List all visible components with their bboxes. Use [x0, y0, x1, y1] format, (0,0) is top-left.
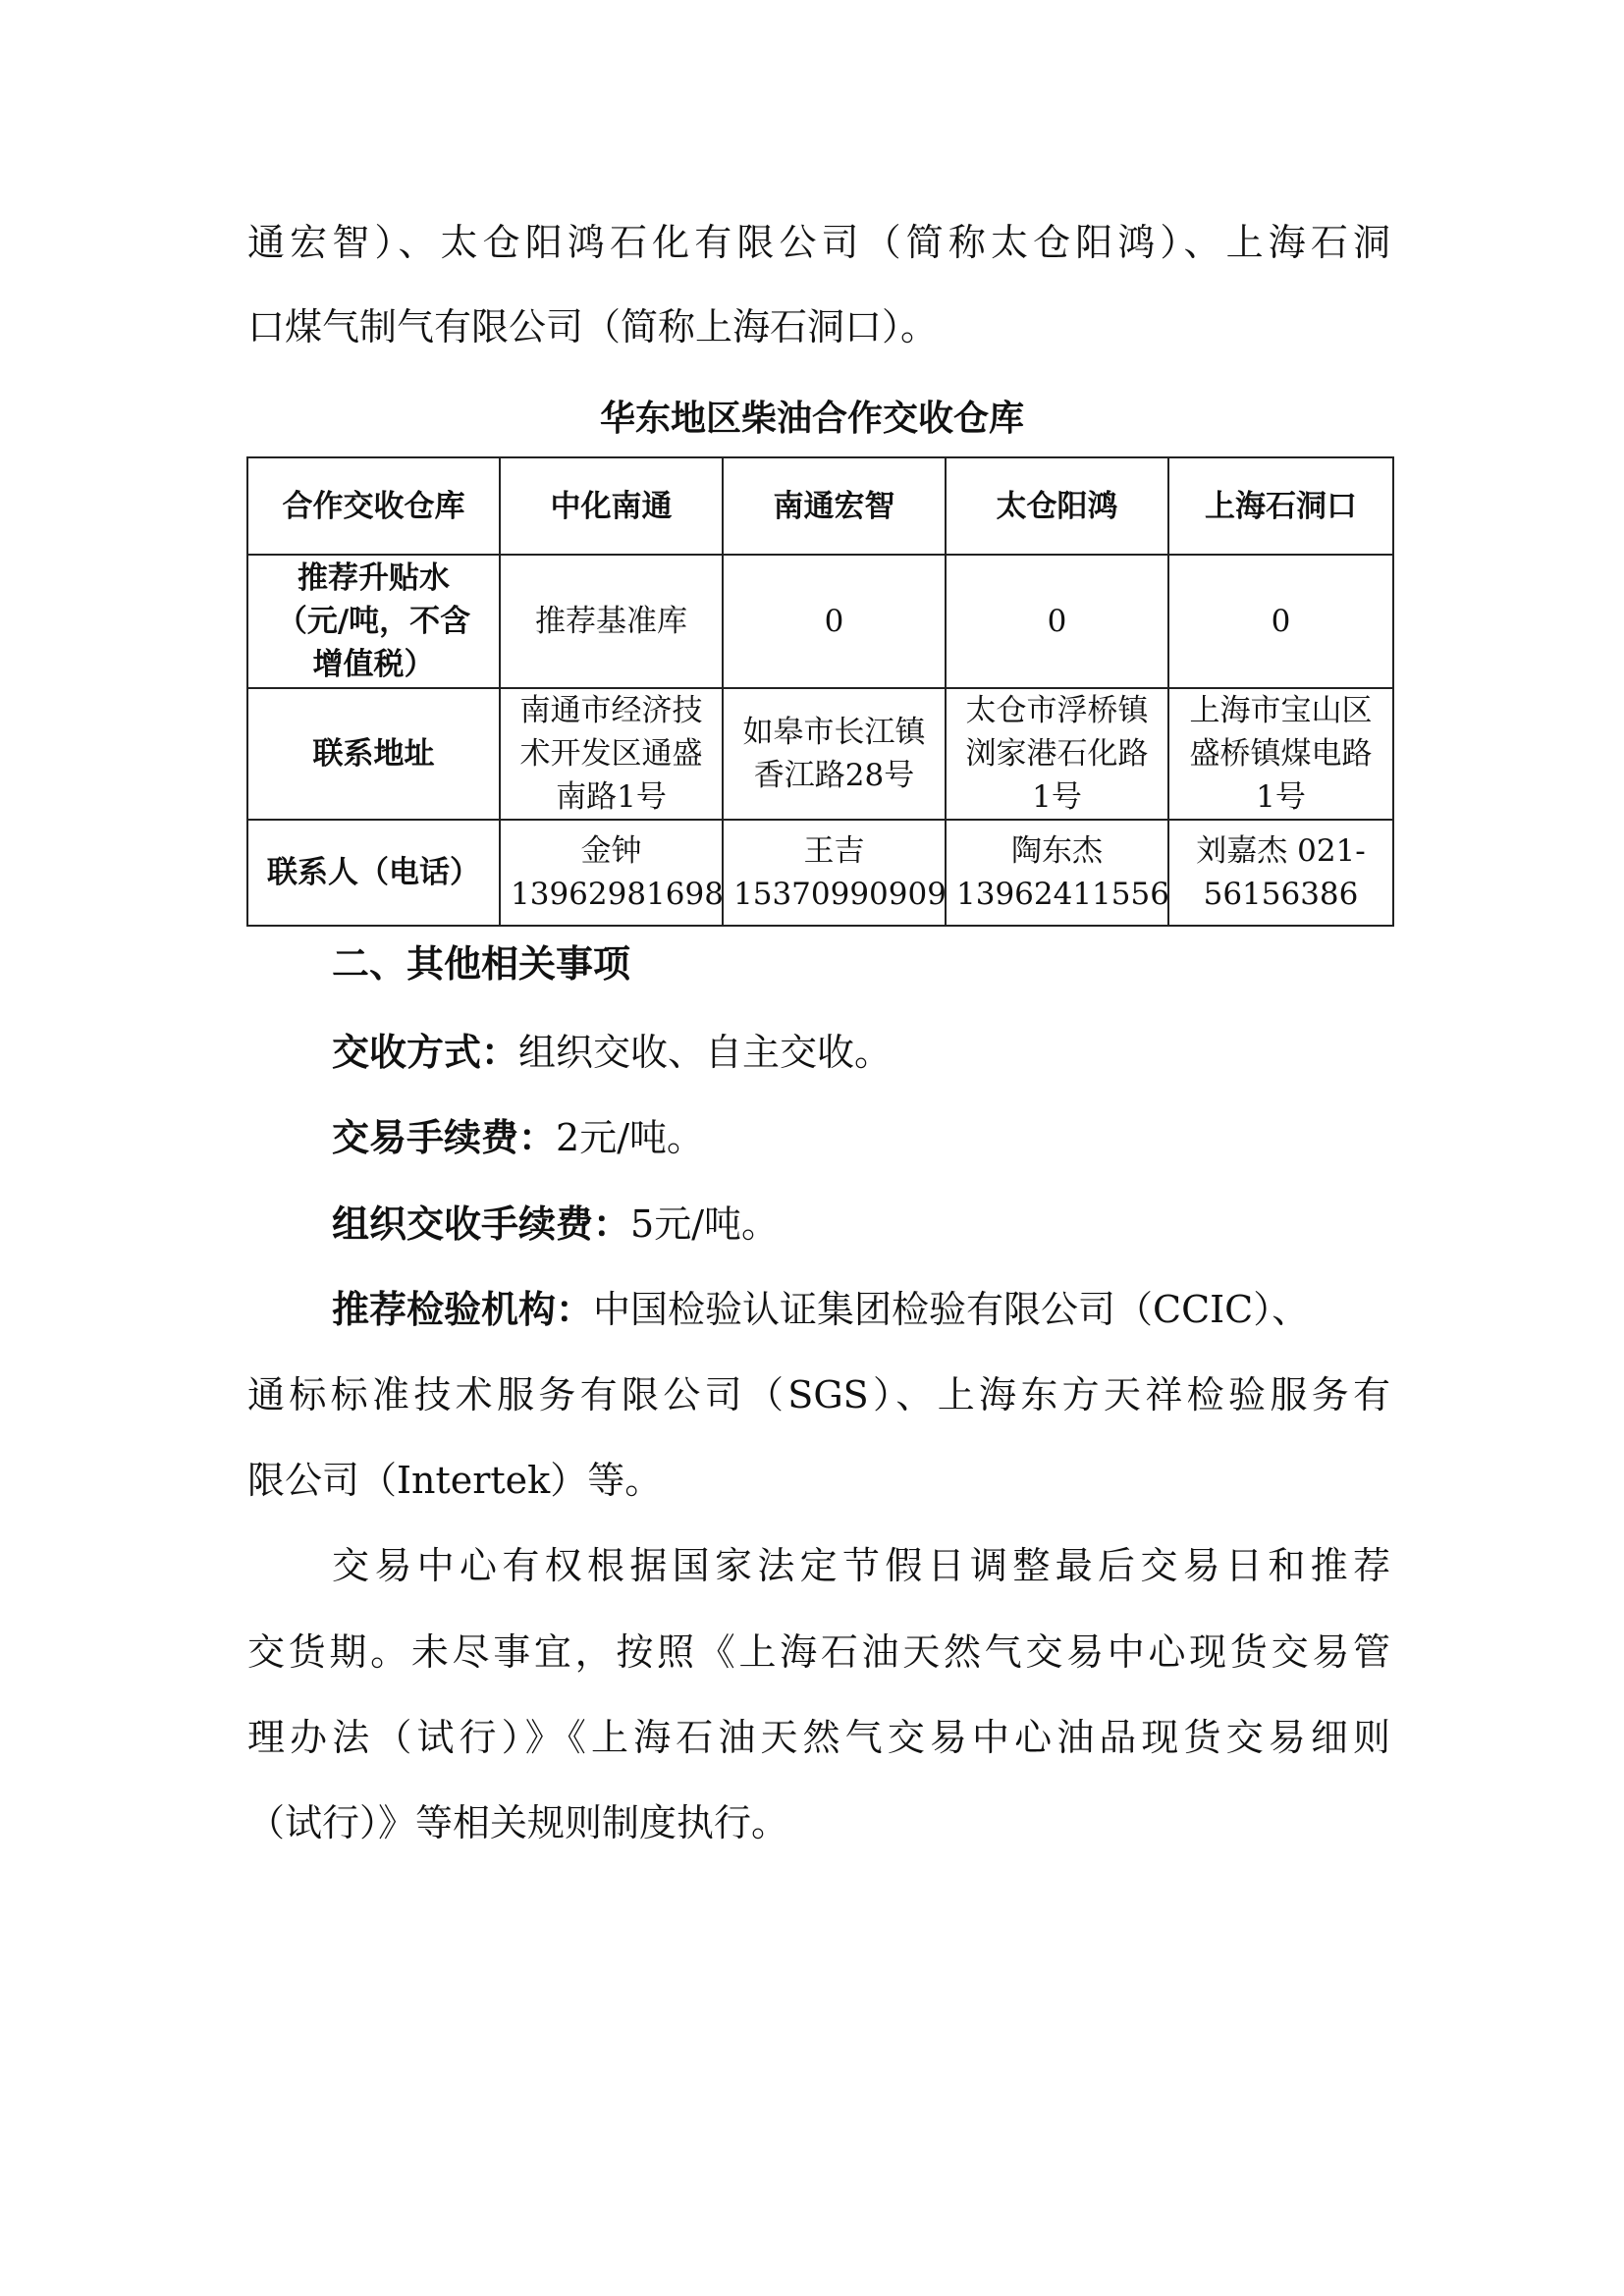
- inspection-line-2: 通标标准技术服务有限公司（SGS）、上海东方天祥检验服务有: [247, 1373, 1390, 1416]
- table-cell: 上海市宝山区盛桥镇煤电路1号: [1168, 688, 1393, 820]
- item-trading-fee: [332, 1116, 1390, 1161]
- table-header-cell: 太仓阳鸿: [946, 457, 1168, 555]
- item-value: 中国检验认证集团检验有限公司（CCIC）、: [593, 1288, 1310, 1331]
- item-label: 组织交收手续费：: [332, 1202, 631, 1246]
- table-cell: 王吉 15370990909: [723, 820, 946, 926]
- table-header-cell: 南通宏智: [723, 457, 946, 555]
- item-settlement-fee: [332, 1202, 1390, 1248]
- table-cell: 推荐基准库: [500, 555, 723, 688]
- table-cell: 太仓市浮桥镇浏家港石化路1号: [946, 688, 1168, 820]
- table-header-cell: 上海石洞口: [1168, 457, 1393, 555]
- table-cell: 刘嘉杰 021-56156386: [1168, 820, 1393, 926]
- closing-line-3: 理办法（试行）》《上海石油天然气交易中心油品现货交易细则: [247, 1716, 1390, 1759]
- table-row: [247, 688, 1393, 820]
- intro-line-2: 口煤气制气有限公司（简称上海石洞口）。: [247, 305, 939, 348]
- closing-line-4: （试行）》等相关规则制度执行。: [247, 1801, 789, 1844]
- item-label: 交收方式：: [332, 1031, 519, 1074]
- table-cell: 0: [723, 555, 946, 688]
- item-label: 交易手续费：: [332, 1116, 557, 1159]
- table-header-cell: 合作交收仓库: [247, 457, 500, 555]
- closing-line-2: 交货期。未尽事宜，按照《上海石油天然气交易中心现货交易管: [247, 1630, 1390, 1674]
- table-cell: 南通市经济技术开发区通盛南路1号: [500, 688, 723, 820]
- row-label: 联系人（电话）: [247, 820, 500, 926]
- table-cell: 金钟 13962981698: [500, 820, 723, 926]
- item-inspection-agencies: [332, 1288, 1390, 1333]
- section-heading: 二、其他相关事项: [332, 942, 631, 986]
- table-cell: 0: [1168, 555, 1393, 688]
- table-cell: 如皋市长江镇香江路28号: [723, 688, 946, 820]
- row-label: 推荐升贴水（元/吨，不含增值税）: [247, 555, 500, 688]
- intro-line-1: 通宏智）、太仓阳鸿石化有限公司（简称太仓阳鸿）、上海石洞: [247, 221, 1390, 264]
- item-value: 2元/吨。: [556, 1116, 704, 1159]
- item-value: 5元/吨。: [630, 1202, 779, 1246]
- closing-line-1: 交易中心有权根据国家法定节假日调整最后交易日和推荐: [332, 1544, 1390, 1587]
- table-header-row: [247, 457, 1393, 555]
- item-label: 推荐检验机构：: [332, 1288, 594, 1331]
- inspection-line-3: 限公司（Intertek）等。: [247, 1459, 663, 1502]
- warehouse-table: [246, 456, 1394, 927]
- item-value: 组织交收、自主交收。: [518, 1031, 893, 1074]
- table-header-cell: 中化南通: [500, 457, 723, 555]
- table-row: [247, 820, 1393, 926]
- table-cell: 0: [946, 555, 1168, 688]
- table-row: [247, 555, 1393, 688]
- item-settlement-method: [332, 1031, 1390, 1076]
- table-title: 华东地区柴油合作交收仓库: [599, 399, 1024, 439]
- table-cell: 陶东杰 13962411556: [946, 820, 1168, 926]
- row-label: 联系地址: [247, 688, 500, 820]
